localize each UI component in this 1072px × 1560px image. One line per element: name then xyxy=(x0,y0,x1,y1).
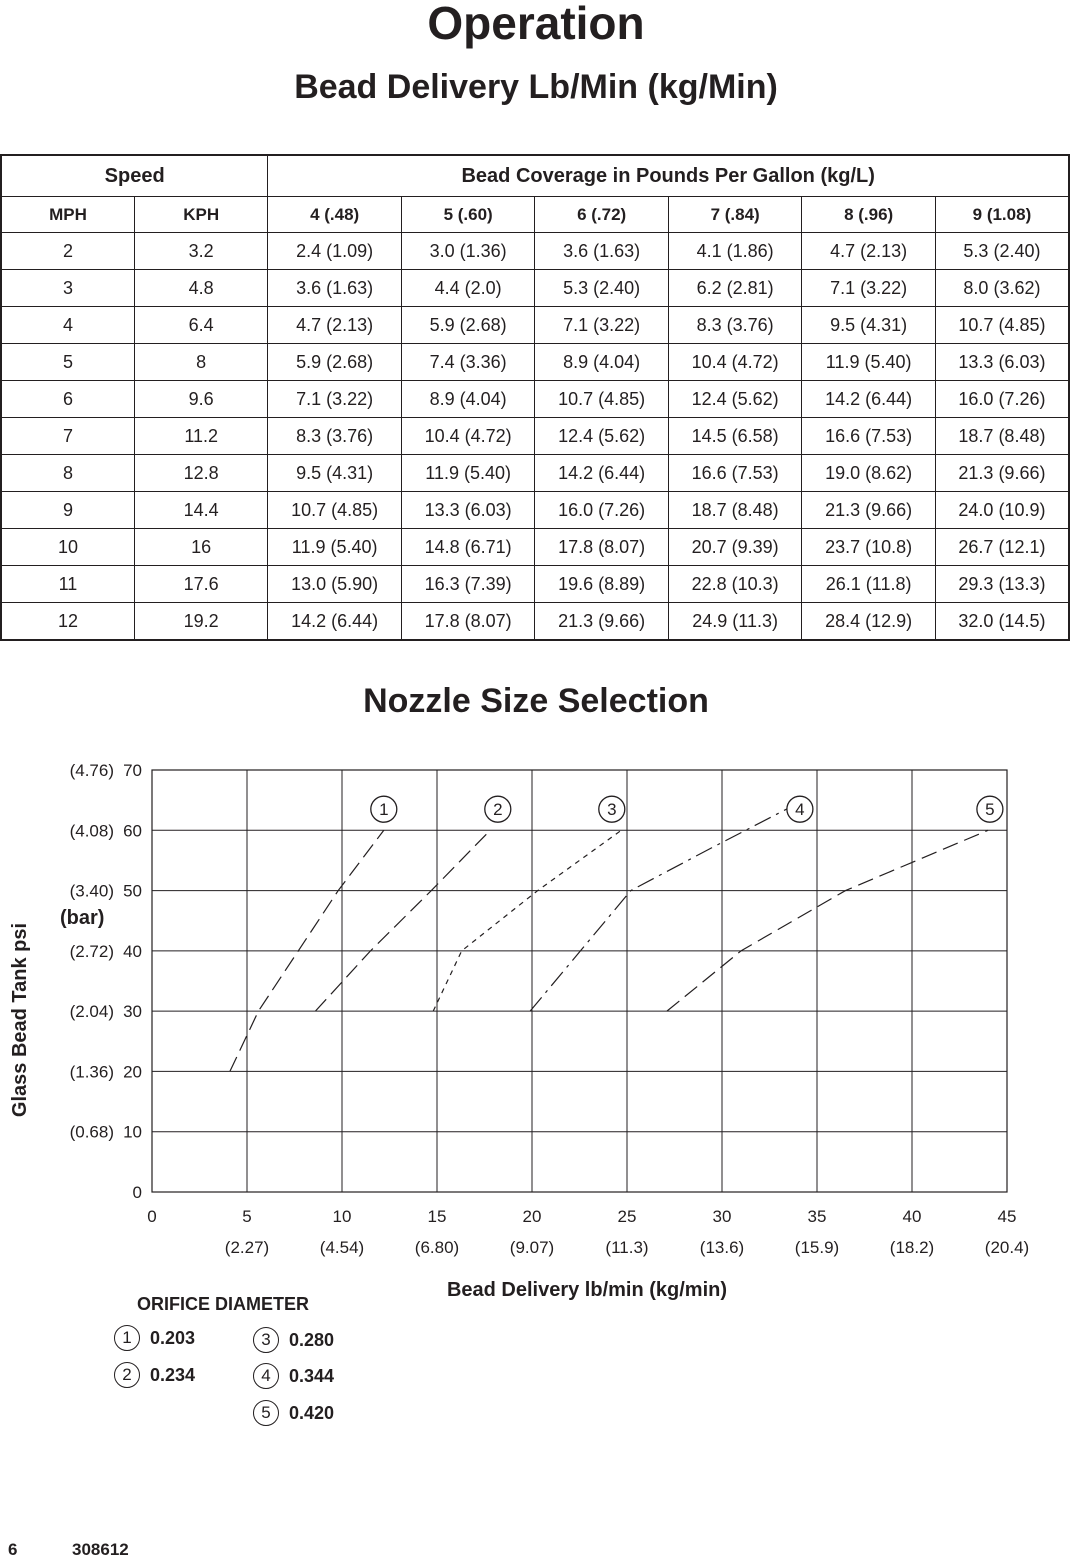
table-cell: 3.6 (1.63) xyxy=(535,233,669,270)
table-cell: 14.2 (6.44) xyxy=(268,603,402,641)
table-cell: 5.3 (2.40) xyxy=(935,233,1069,270)
table-row xyxy=(1,455,1069,492)
x-tick-sub-label: (2.27) xyxy=(224,1238,270,1257)
table-cell: 22.8 (10.3) xyxy=(668,566,802,603)
column-header: KPH xyxy=(134,197,267,233)
table-cell: 8 xyxy=(1,455,134,492)
legend-number-badge: 5 xyxy=(253,1400,279,1426)
table-cell: 16 xyxy=(134,529,267,566)
x-tick-label: 10 xyxy=(332,1207,352,1226)
table-cell: 3 xyxy=(1,270,134,307)
series-line-4 xyxy=(530,806,792,1011)
legend-title: ORIFICE DIAMETER xyxy=(137,1294,310,1314)
column-header: 5 (.60) xyxy=(401,197,535,233)
table-row xyxy=(1,492,1069,529)
table-cell: 14.5 (6.58) xyxy=(668,418,802,455)
legend-number-badge: 4 xyxy=(253,1363,279,1389)
table-cell: 20.7 (9.39) xyxy=(668,529,802,566)
table-cell: 24.9 (11.3) xyxy=(668,603,802,641)
table-cell: 7.1 (3.22) xyxy=(802,270,936,307)
table-cell: 8.0 (3.62) xyxy=(935,270,1069,307)
y-tick-bar-label: (4.08) xyxy=(69,821,114,841)
table-cell: 3.6 (1.63) xyxy=(268,270,402,307)
table-cell: 10.4 (4.72) xyxy=(401,418,535,455)
y-tick-label: 10 xyxy=(123,1122,142,1142)
y-axis-title: Glass Bead Tank psi xyxy=(9,922,31,1118)
series-label-number: 2 xyxy=(493,800,503,820)
column-header: 8 (.96) xyxy=(802,197,936,233)
table-cell: 12.4 (5.62) xyxy=(668,381,802,418)
series-label-number: 4 xyxy=(795,800,805,820)
legend-number-badge: 3 xyxy=(253,1327,279,1353)
table-cell: 6.4 xyxy=(134,307,267,344)
table-cell: 2.4 (1.09) xyxy=(268,233,402,270)
table-cell: 4.7 (2.13) xyxy=(802,233,936,270)
table-cell: 9.6 xyxy=(134,381,267,418)
y-tick-label: 60 xyxy=(123,821,142,841)
table-row xyxy=(1,566,1069,603)
table-cell: 4.7 (2.13) xyxy=(268,307,402,344)
legend-item xyxy=(253,1363,334,1389)
table-row xyxy=(1,344,1069,381)
legend-value: 0.420 xyxy=(289,1402,335,1423)
legend-value: 0.280 xyxy=(289,1329,335,1350)
y-tick-label: 40 xyxy=(123,941,142,961)
table-cell: 4.4 (2.0) xyxy=(401,270,535,307)
y-tick-bar-label: (1.36) xyxy=(69,1062,114,1082)
table-row xyxy=(1,307,1069,344)
table-cell: 4.8 xyxy=(134,270,267,307)
table-cell: 29.3 (13.3) xyxy=(935,566,1069,603)
legend-number-badge: 1 xyxy=(114,1325,140,1351)
table-row xyxy=(1,603,1069,641)
table-cell: 12.8 xyxy=(134,455,267,492)
table-cell: 11.9 (5.40) xyxy=(268,529,402,566)
x-tick-label: 30 xyxy=(712,1207,732,1226)
series-line-3 xyxy=(433,830,621,1011)
speed-header: Speed xyxy=(1,155,268,197)
table-cell: 7.1 (3.22) xyxy=(268,381,402,418)
table-title: Bead Delivery Lb/Min (kg/Min) xyxy=(294,68,778,106)
table-cell: 21.3 (9.66) xyxy=(802,492,936,529)
table-cell: 21.3 (9.66) xyxy=(535,603,669,641)
table-cell: 12.4 (5.62) xyxy=(535,418,669,455)
table-cell: 26.1 (11.8) xyxy=(802,566,936,603)
x-tick-label: 45 xyxy=(997,1207,1017,1226)
table-cell: 8.9 (4.04) xyxy=(401,381,535,418)
y-tick-bar-label: (2.72) xyxy=(69,941,114,961)
x-tick-label: 20 xyxy=(522,1207,542,1226)
table-cell: 5.9 (2.68) xyxy=(401,307,535,344)
document-number: 308612 xyxy=(72,1540,129,1559)
table-cell: 6.2 (2.81) xyxy=(668,270,802,307)
x-tick-sub-label: (6.80) xyxy=(414,1238,460,1257)
table-row xyxy=(1,381,1069,418)
page-title: Operation xyxy=(427,0,645,49)
table-row xyxy=(1,270,1069,307)
table-cell: 5.9 (2.68) xyxy=(268,344,402,381)
table-row xyxy=(1,529,1069,566)
table-cell: 19.2 xyxy=(134,603,267,641)
table-cell: 7.4 (3.36) xyxy=(401,344,535,381)
x-tick-label: 0 xyxy=(147,1207,157,1226)
legend-value: 0.234 xyxy=(150,1364,196,1385)
table-cell: 11 xyxy=(1,566,134,603)
table-cell: 10.7 (4.85) xyxy=(535,381,669,418)
table-cell: 10.7 (4.85) xyxy=(935,307,1069,344)
table-row xyxy=(1,418,1069,455)
y-tick-label: 20 xyxy=(123,1062,142,1082)
y-tick-label: 30 xyxy=(123,1002,142,1022)
table-cell: 16.0 (7.26) xyxy=(935,381,1069,418)
x-tick-label: 5 xyxy=(242,1207,252,1226)
column-header: MPH xyxy=(1,197,134,233)
table-cell: 26.7 (12.1) xyxy=(935,529,1069,566)
y-axis-unit: (bar) xyxy=(60,907,105,929)
table-cell: 14.8 (6.71) xyxy=(401,529,535,566)
legend-item xyxy=(253,1327,334,1353)
y-tick-label: 50 xyxy=(123,881,142,901)
table-cell: 18.7 (8.48) xyxy=(668,492,802,529)
table-cell: 16.0 (7.26) xyxy=(535,492,669,529)
table-cell: 17.8 (8.07) xyxy=(535,529,669,566)
series-label-number: 3 xyxy=(607,800,617,820)
table-cell: 16.6 (7.53) xyxy=(802,418,936,455)
table-row xyxy=(1,233,1069,270)
table-cell: 13.3 (6.03) xyxy=(935,344,1069,381)
x-tick-sub-label: (20.4) xyxy=(984,1238,1030,1257)
table-cell: 28.4 (12.9) xyxy=(802,603,936,641)
bead-delivery-table xyxy=(0,154,1070,641)
table-cell: 8.9 (4.04) xyxy=(535,344,669,381)
table-cell: 21.3 (9.66) xyxy=(935,455,1069,492)
y-tick-bar-label: (4.76) xyxy=(69,761,114,780)
table-cell: 2 xyxy=(1,233,134,270)
column-header: 7 (.84) xyxy=(668,197,802,233)
x-tick-sub-label: (9.07) xyxy=(509,1238,555,1257)
table-cell: 8.3 (3.76) xyxy=(668,307,802,344)
x-tick-label: 35 xyxy=(807,1207,827,1226)
table-cell: 11.9 (5.40) xyxy=(401,455,535,492)
column-header: 4 (.48) xyxy=(268,197,402,233)
table-cell: 3.0 (1.36) xyxy=(401,233,535,270)
x-tick-label: 15 xyxy=(427,1207,447,1226)
x-tick-label: 40 xyxy=(902,1207,922,1226)
table-cell: 19.0 (8.62) xyxy=(802,455,936,492)
table-cell: 11.9 (5.40) xyxy=(802,344,936,381)
legend-value: 0.203 xyxy=(150,1327,196,1348)
x-axis-title: Bead Delivery lb/min (kg/min) xyxy=(446,1279,728,1301)
table-cell: 3.2 xyxy=(134,233,267,270)
table-cell: 16.6 (7.53) xyxy=(668,455,802,492)
x-tick-sub-label: (13.6) xyxy=(699,1238,745,1257)
table-cell: 10 xyxy=(1,529,134,566)
table-cell: 14.2 (6.44) xyxy=(802,381,936,418)
legend-item xyxy=(253,1400,334,1426)
table-cell: 14.2 (6.44) xyxy=(535,455,669,492)
table-cell: 9.5 (4.31) xyxy=(802,307,936,344)
table-cell: 17.8 (8.07) xyxy=(401,603,535,641)
table-cell: 10.7 (4.85) xyxy=(268,492,402,529)
coverage-header: Bead Coverage in Pounds Per Gallon (kg/L) xyxy=(268,155,1069,197)
y-tick-bar-label: (0.68) xyxy=(69,1122,114,1142)
column-header: 9 (1.08) xyxy=(935,197,1069,233)
table-cell: 18.7 (8.48) xyxy=(935,418,1069,455)
table-cell: 19.6 (8.89) xyxy=(535,566,669,603)
table-cell: 6 xyxy=(1,381,134,418)
table-cell: 9.5 (4.31) xyxy=(268,455,402,492)
table-cell: 32.0 (14.5) xyxy=(935,603,1069,641)
chart-title: Nozzle Size Selection xyxy=(363,682,709,720)
legend-value: 0.344 xyxy=(289,1365,335,1386)
legend-item xyxy=(114,1325,195,1351)
table-cell: 10.4 (4.72) xyxy=(668,344,802,381)
table-cell: 5 xyxy=(1,344,134,381)
table-cell: 4 xyxy=(1,307,134,344)
table-cell: 16.3 (7.39) xyxy=(401,566,535,603)
table-cell: 24.0 (10.9) xyxy=(935,492,1069,529)
table-cell: 5.3 (2.40) xyxy=(535,270,669,307)
table-cell: 11.2 xyxy=(134,418,267,455)
legend-number-badge: 2 xyxy=(114,1362,140,1388)
series-label-number: 1 xyxy=(379,800,389,820)
y-tick-bar-label: (3.40) xyxy=(69,881,114,901)
x-tick-sub-label: (15.9) xyxy=(794,1238,840,1257)
table-cell: 4.1 (1.86) xyxy=(668,233,802,270)
table-cell: 8 xyxy=(134,344,267,381)
y-tick-bar-label: (2.04) xyxy=(69,1002,114,1022)
table-cell: 13.3 (6.03) xyxy=(401,492,535,529)
table-cell: 12 xyxy=(1,603,134,641)
y-tick-label: 70 xyxy=(123,761,142,780)
x-tick-label: 25 xyxy=(617,1207,637,1226)
column-header: 6 (.72) xyxy=(535,197,669,233)
table-cell: 14.4 xyxy=(134,492,267,529)
x-tick-sub-label: (11.3) xyxy=(605,1238,649,1257)
plot-frame xyxy=(152,770,1007,1192)
table-cell: 7 xyxy=(1,418,134,455)
nozzle-size-chart xyxy=(0,740,1072,1320)
table-cell: 17.6 xyxy=(134,566,267,603)
y-tick-label: 0 xyxy=(132,1183,142,1202)
table-cell: 9 xyxy=(1,492,134,529)
page-number: 6 xyxy=(8,1540,18,1559)
table-cell: 7.1 (3.22) xyxy=(535,307,669,344)
series-label-number: 5 xyxy=(985,800,995,820)
series-line-5 xyxy=(667,830,988,1011)
table-cell: 8.3 (3.76) xyxy=(268,418,402,455)
x-tick-sub-label: (18.2) xyxy=(889,1238,935,1257)
table-cell: 13.0 (5.90) xyxy=(268,566,402,603)
x-tick-sub-label: (4.54) xyxy=(319,1238,365,1257)
legend-item xyxy=(114,1362,195,1388)
table-cell: 23.7 (10.8) xyxy=(802,529,936,566)
